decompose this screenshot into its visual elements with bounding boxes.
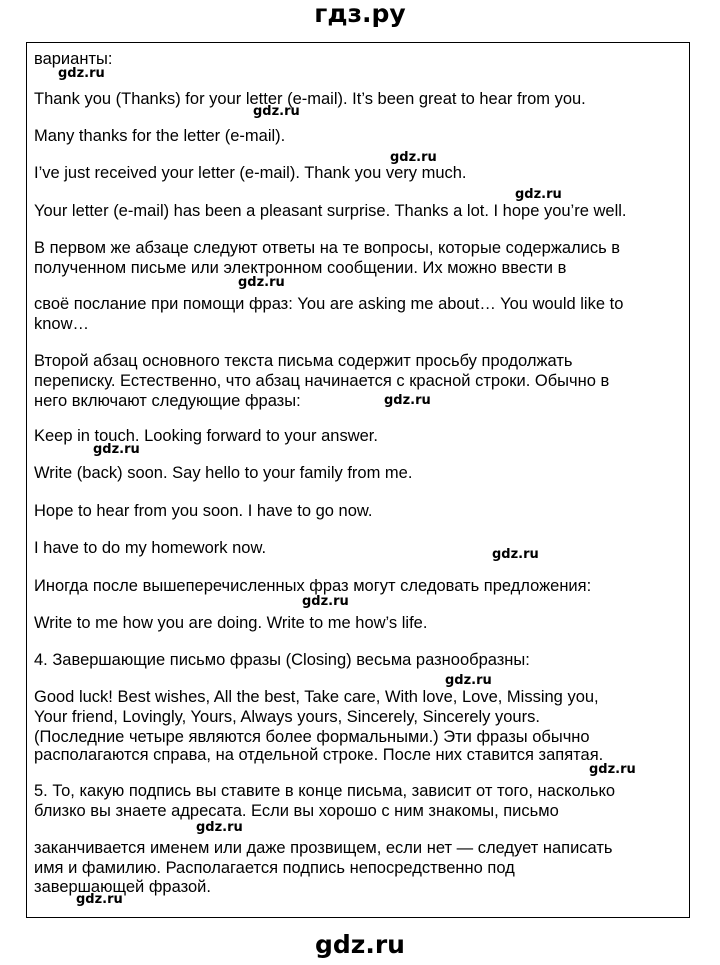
text-line: Второй абзац основного текста письма содержит просьбу продолжать [34,352,573,370]
text-line: I have to do my homework now. [34,539,267,557]
text-line: know… [34,315,90,333]
watermark: gdz.ru [492,547,539,562]
watermark: gdz.ru [390,150,437,165]
text-line: Keep in touch. Looking forward to your answer. [34,427,378,445]
site-title: гдз.ру [314,0,406,28]
watermark: gdz.ru [93,442,140,457]
text-line: Your friend, Lovingly, Yours, Always yours, Sincerely, Sincerely yours. [34,708,540,726]
text-line: I’ve just received your letter (e-mail). Thank you very much. [34,164,467,182]
text-line: переписку. Естественно, что абзац начинается с красной строки. Обычно в [34,372,610,390]
watermark: gdz.ru [302,594,349,609]
text-line: (Последние четыре являются более формальными.) Эти фразы обычно [34,728,590,746]
text-line: заканчивается именем или даже прозвищем, если нет — следует написать [34,839,613,857]
text-line: Your letter (e-mail) has been a pleasant surprise. Thanks a lot. I hope you’re well. [34,202,627,220]
site-domain: gdz.ru [315,930,405,959]
text-line: Write (back) soon. Say hello to your family from me. [34,464,413,482]
text-line: 5. То, какую подпись вы ставите в конце письма, зависит от того, насколько [34,782,616,800]
text-line: имя и фамилию. Располагается подпись непосредственно под [34,859,515,877]
text-line: Hope to hear from you soon. I have to go now. [34,502,373,520]
text-line: Thank you (Thanks) for your letter (e-mail). It’s been great to hear from you. [34,90,586,108]
watermark: gdz.ru [445,673,492,688]
watermark: gdz.ru [238,275,285,290]
text-line: завершающей фразой. [34,878,211,896]
watermark: gdz.ru [515,187,562,202]
text-line: близко вы знаете адресата. Если вы хорошо с ним знакомы, письмо [34,802,559,820]
text-line: Good luck! Best wishes, All the best, Take care, With love, Love, Missing you, [34,688,599,706]
text-line: Write to me how you are doing. Write to me how’s life. [34,614,428,632]
text-line: Иногда после вышеперечисленных фраз могут следовать предложения: [34,577,592,595]
text-line: В первом же абзаце следуют ответы на те вопросы, которые содержались в [34,239,621,257]
text-line: своё послание при помощи фраз: You are asking me about… You would like to [34,295,624,313]
watermark: gdz.ru [589,762,636,777]
watermark: gdz.ru [384,393,431,408]
watermark: gdz.ru [196,820,243,835]
text-line: Many thanks for the letter (e-mail). [34,127,286,145]
text-line: варианты: [34,50,113,68]
text-line: 4. Завершающие письмо фразы (Closing) весьма разнообразны: [34,651,530,669]
watermark: gdz.ru [58,66,105,81]
text-line: него включают следующие фразы: [34,392,301,410]
watermark: gdz.ru [253,104,300,119]
text-line: располагаются справа, на отдельной строке. После них ставится запятая. [34,746,604,764]
watermark: gdz.ru [76,892,123,907]
text-line: полученном письме или электронном сообщении. Их можно ввести в [34,259,567,277]
